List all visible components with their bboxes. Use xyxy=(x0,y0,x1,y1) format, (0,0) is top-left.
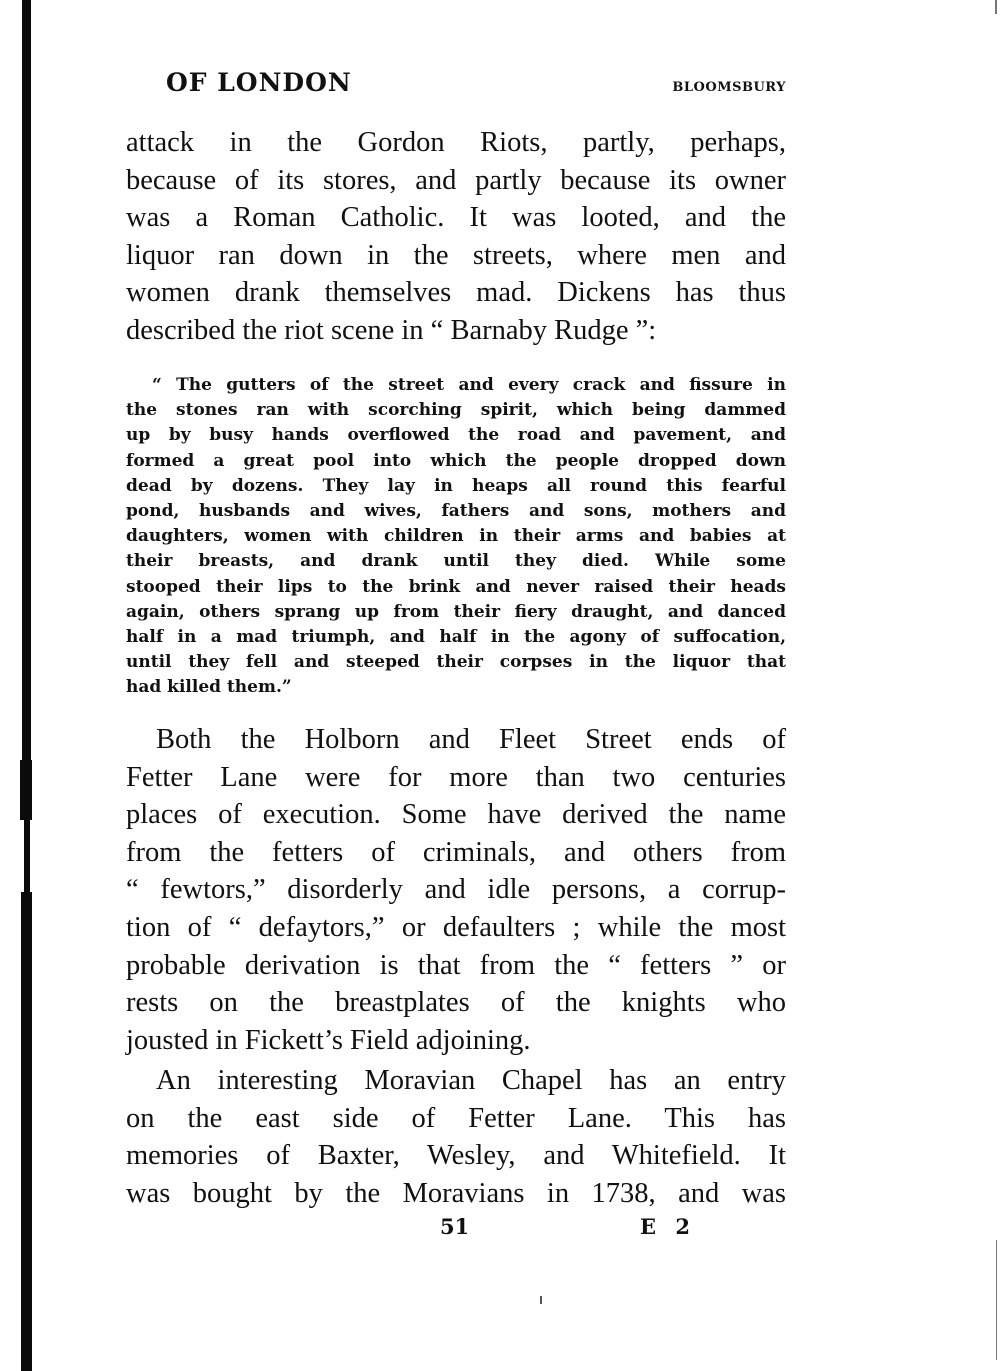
paragraph-fetter-lane xyxy=(126,721,786,1059)
quote-line: stooped their lips to the brink and never raised their heads xyxy=(126,576,786,597)
quote-line: the stones ran with scorching spirit, which being dammed xyxy=(126,400,786,421)
scan-edge-noise xyxy=(996,1240,997,1360)
text-line: women drank themselves mad. Dickens has thus xyxy=(126,277,786,309)
text-line: jousted in Fickett’s Field adjoining. xyxy=(126,1024,531,1056)
text-line: Fetter Lane were for more than two centuries xyxy=(126,761,786,793)
text-line: was bought by the Moravians in 1738, and was xyxy=(126,1177,786,1209)
quote-line: up by busy hands overflowed the road and pavement, and xyxy=(126,425,786,446)
binding-shadow xyxy=(20,760,32,820)
paragraph-continued xyxy=(126,124,786,350)
page-number: 51 xyxy=(440,1214,470,1239)
binding-shadow xyxy=(21,892,32,1371)
scan-edge-noise xyxy=(995,0,997,14)
quote-line: had killed them.” xyxy=(126,677,292,698)
text-line: attack in the Gordon Riots, partly, perhaps, xyxy=(126,127,786,158)
text-line: places of execution. Some have derived the name xyxy=(126,799,786,831)
text-line: because of its stores, and partly because its owner xyxy=(126,164,786,196)
quote-line: “ The gutters of the street and every crack and fissure in xyxy=(152,375,786,395)
text-line: on the east side of Fetter Lane. This has xyxy=(126,1102,786,1134)
running-head-left: OF LONDON xyxy=(166,68,352,97)
quote-line: until they fell and steeped their corpses in the liquor that xyxy=(126,652,786,673)
running-head-right: BLOOMSBURY xyxy=(672,80,786,95)
text-line: from the fetters of criminals, and others from xyxy=(126,836,786,868)
text-line: memories of Baxter, Wesley, and Whitefield. It xyxy=(126,1140,786,1172)
text-line: liquor ran down in the streets, where men and xyxy=(126,239,786,271)
text-line: described the riot scene in “ Barnaby Rudge ”: xyxy=(126,314,657,346)
binding-shadow xyxy=(22,0,31,760)
quote-line: daughters, women with children in their arms and babies at xyxy=(126,526,786,547)
binding-shadow xyxy=(24,820,30,892)
text-line: Both the Holborn and Fleet Street ends of xyxy=(156,724,786,755)
text-line: was a Roman Catholic. It was looted, and the xyxy=(126,202,786,234)
paragraph-moravian-chapel xyxy=(126,1062,786,1212)
quote-line: dead by dozens. They lay in heaps all round this fearful xyxy=(126,475,786,496)
text-line: “ fewtors,” disorderly and idle persons, a corrup- xyxy=(126,874,786,906)
quote-line: half in a mad triumph, and half in the agony of suffocation, xyxy=(126,626,786,647)
quote-line: pond, husbands and wives, fathers and sons, mothers and xyxy=(126,500,786,521)
quote-line: formed a great pool into which the people dropped down xyxy=(126,450,786,471)
scan-speck xyxy=(540,1296,542,1304)
text-line: rests on the breastplates of the knights who xyxy=(126,987,786,1019)
block-quote xyxy=(126,373,786,700)
text-line: tion of “ defaytors,” or defaulters ; while the most xyxy=(126,911,786,943)
quote-line: again, others sprang up from their fiery draught, and danced xyxy=(126,601,786,622)
quote-line: their breasts, and drank until they died. While some xyxy=(126,551,786,572)
text-line: probable derivation is that from the “ fetters ” or xyxy=(126,949,786,981)
text-line: An interesting Moravian Chapel has an entry xyxy=(156,1065,786,1096)
signature-mark: E 2 xyxy=(640,1214,696,1239)
